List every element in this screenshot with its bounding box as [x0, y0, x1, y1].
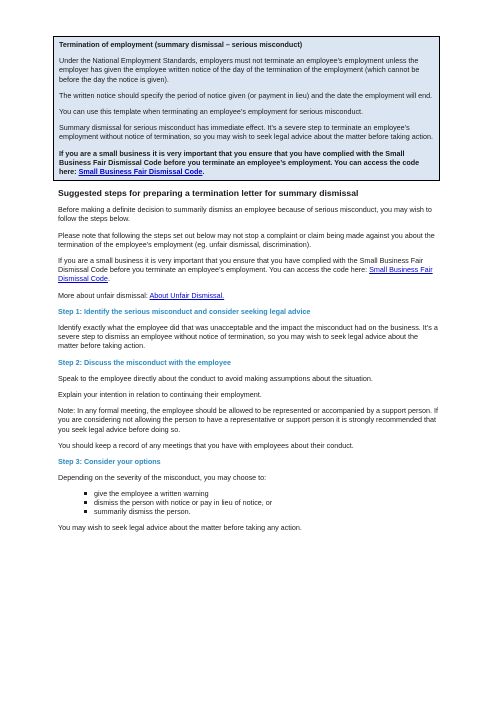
callout-period: .	[202, 167, 205, 177]
list-item: dismiss the person with notice or pay in lieu of notice, or	[94, 498, 438, 507]
step-3-section	[58, 457, 438, 532]
step-heading: Step 3: Consider your options	[58, 457, 161, 467]
step-body: Speak to the employee directly about the conduct to avoid making assumptions about the situation.	[58, 373, 373, 383]
fair-dismissal-code-link[interactable]: Small Business Fair Dismissal Code	[58, 265, 433, 284]
document-body	[58, 205, 438, 532]
step-paragraph: Explain your intention in relation to continuing their employment.	[58, 390, 262, 400]
step-heading: Step 2: Discuss the misconduct with the employee	[58, 357, 231, 367]
step-body: Depending on the severity of the misconduct, you may choose to:	[58, 473, 267, 483]
list-item: give the employee a written warning	[94, 489, 438, 498]
small-business-period: .	[107, 274, 110, 284]
step-1-section	[58, 307, 438, 351]
callout-paragraph: Summary dismissal for serious misconduct has immediate effect. It’s a severe step to terminate an employee’s employment without notice of termination, so you may wish to seek legal advice about the matter before taking action.	[59, 123, 433, 142]
page-title: Suggested steps for preparing a termination letter for summary dismissal	[58, 188, 359, 199]
small-business-text: If you are a small business it is very important that you ensure that you have complied with the Small Business Fair Dismissal Code before you terminate an employee’s employment. You can access the code here:	[58, 256, 424, 275]
more-info-text: More about unfair dismissal:	[58, 290, 150, 300]
callout-paragraph: The written notice should specify the period of notice given (or payment in lieu) and the date the employment will end.	[59, 90, 433, 100]
options-list	[58, 489, 438, 517]
instructions-callout	[53, 36, 440, 181]
callout-paragraph: Under the National Employment Standards, employers must not terminate an employee’s employment unless the employer has given the employee written notice of the day of the termination of the employment (which cannot be before the day the notice is given).	[59, 56, 420, 84]
small-business-paragraph	[58, 256, 438, 284]
step-closing: You may wish to seek legal advice about the matter before taking any action.	[58, 523, 302, 533]
note-paragraph: Please note that following the steps set out below may not stop a complaint or claim being made against you about the termination of the employee’s employment (eg. unfair dismissal, discrimination).	[58, 230, 435, 249]
step-paragraph: Note: In any formal meeting, the employee should be allowed to be represented or accompanied by a support person. If you are considering not allowing the person to have a representative or support person it is strongly recommended that you seek legal advice before doing so.	[58, 406, 438, 434]
step-paragraph: You should keep a record of any meetings that you have with employees about their conduct.	[58, 440, 354, 450]
list-item: summarily dismiss the person.	[94, 507, 438, 516]
callout-paragraph: You can use this template when terminating an employee’s employment for serious misconduct.	[59, 107, 364, 117]
fair-dismissal-code-link[interactable]: Small Business Fair Dismissal Code	[78, 167, 203, 177]
about-unfair-dismissal-link[interactable]: About Unfair Dismissal.	[149, 290, 225, 300]
callout-small-business-text: If you are a small business it is very important that you ensure that you have complied with the Small Business Fair Dismissal Code before you terminate an employee’s employment. You can access the code here:	[59, 148, 420, 177]
step-body: Identify exactly what the employee did that was unacceptable and the impact the misconduct had on the business. It’s a severe step to dismiss an employee without notice of termination, so you may wish to seek legal advice about the matter before taking action.	[58, 323, 438, 351]
step-heading: Step 1: Identify the serious misconduct and consider seeking legal advice	[58, 306, 311, 316]
callout-title: Termination of employment (summary dismissal – serious misconduct)	[59, 40, 303, 49]
step-2-section	[58, 358, 438, 450]
intro-paragraph: Before making a definite decision to summarily dismiss an employee because of serious misconduct, you may wish to follow the steps below.	[58, 205, 432, 224]
more-info-paragraph	[58, 291, 438, 300]
callout-small-business-paragraph	[59, 149, 434, 177]
